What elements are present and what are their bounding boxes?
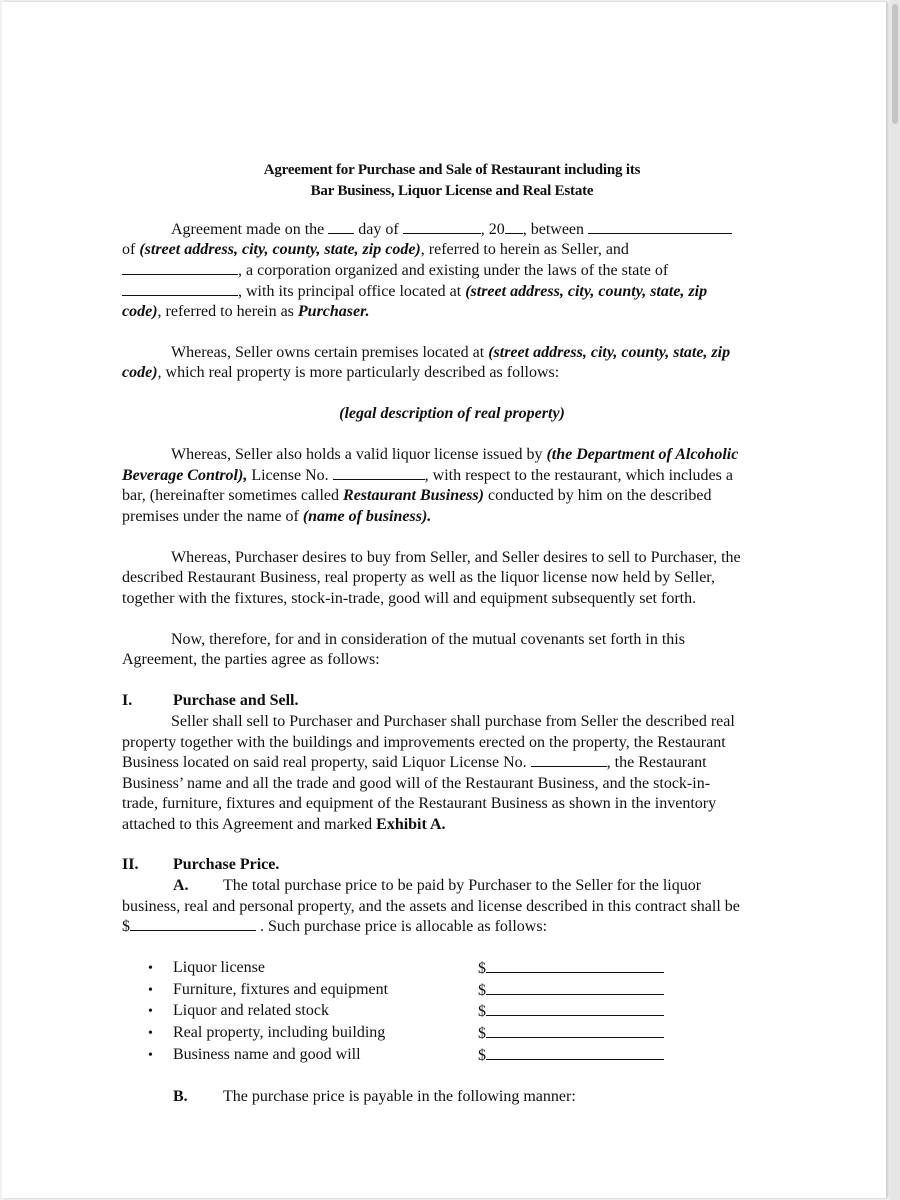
allocation-amount (478, 981, 664, 1000)
whereas-text: conducted by him on the described (487, 487, 712, 504)
section-1-line-6 (122, 815, 446, 835)
allocation-label: Real property, including building (173, 1024, 386, 1041)
intro-text: , 20 (480, 221, 505, 238)
section-2a-line-1 (173, 876, 701, 896)
allocation-label: Business name and good will (173, 1046, 361, 1063)
document-title-line-2: Bar Business, Liquor License and Real Estate (310, 183, 594, 199)
whereas-text: bar, (hereinafter sometimes called (122, 487, 340, 504)
total-price-blank (130, 917, 256, 931)
section-2-heading: Purchase Price. (173, 856, 280, 873)
purchaser-address-placeholder: (street address, city, county, state, zip (465, 283, 708, 300)
bullet-icon: • (148, 1026, 153, 1041)
whereas-text: License No. (251, 467, 329, 484)
purchaser-term: Purchaser. (297, 303, 370, 320)
business-name-placeholder: (name of business). (302, 508, 432, 525)
allocation-amount (478, 959, 664, 978)
currency-symbol: $ (478, 1003, 486, 1020)
whereas-text: , with respect to the restaurant, which includes a (424, 467, 733, 484)
section-1-line-3 (122, 753, 707, 773)
year-blank (505, 220, 523, 234)
seller-address-placeholder: (street address, city, county, state, zip code) (139, 241, 421, 258)
amount-blank (486, 1046, 664, 1060)
whereas1-line-1 (171, 343, 730, 363)
amount-blank (486, 1002, 664, 1016)
intro-text: Agreement made on the (171, 221, 325, 238)
section-1-line-1: Seller shall sell to Purchaser and Purchaser shall purchase from Seller the described real (171, 713, 735, 730)
section-2a-line-3 (122, 917, 547, 937)
currency-symbol: $ (478, 1047, 486, 1064)
intro-line-3 (122, 261, 668, 281)
intro-text: of (122, 241, 136, 258)
purchaser-address-placeholder-end: code) (122, 303, 158, 320)
section-2-number: II. (122, 856, 139, 873)
licensing-agency-placeholder: (the Department of Alcoholic (546, 446, 739, 463)
whereas-text: , which real property is more particularly described as follows: (157, 364, 560, 381)
amount-blank (486, 981, 664, 995)
whereas2-line-2 (122, 466, 733, 486)
amount-blank (486, 1024, 664, 1038)
allocation-label: Liquor and related stock (173, 1002, 329, 1019)
section-text: Business located on said real property, said Liquor License No. (122, 754, 527, 771)
whereas3-line-2: described Restaurant Business, real property as well as the liquor license now held by Seller, (122, 569, 715, 586)
section-text: The total purchase price to be paid by Purchaser to the Seller for the liquor (223, 877, 702, 894)
day-blank (328, 220, 354, 234)
subsection-a-label: A. (173, 877, 189, 894)
whereas1-line-2 (122, 363, 559, 383)
section-text: , the Restaurant (606, 754, 707, 771)
allocation-label: Liquor license (173, 959, 265, 976)
premises-address-placeholder: (street address, city, county, state, zip (488, 344, 731, 361)
restaurant-business-term: Restaurant Business) (343, 487, 484, 504)
licensing-agency-placeholder-end: Beverage Control), (122, 467, 248, 484)
intro-text: , with its principal office located at (238, 283, 462, 300)
liquor-license-number-blank (531, 753, 607, 767)
currency-symbol: $ (478, 960, 486, 977)
bullet-icon: • (148, 1004, 153, 1019)
whereas-text: Whereas, Seller owns certain premises located at (171, 344, 485, 361)
state-blank (122, 282, 238, 296)
license-number-blank (333, 466, 425, 480)
whereas3-line-3: together with the fixtures, stock-in-trade, good will and equipment subsequently set forth. (122, 590, 697, 607)
intro-line-1 (171, 220, 732, 240)
intro-text: , a corporation organized and existing under the laws of the state of (238, 262, 669, 279)
section-text: . Such purchase price is allocable as follows: (260, 918, 548, 935)
allocation-amount (478, 1002, 664, 1021)
section-text: The purchase price is payable in the following manner: (223, 1088, 576, 1105)
allocation-amount (478, 1046, 664, 1065)
section-1-line-2: property together with the buildings and improvements erected on the property, the Restaurant (122, 734, 726, 751)
scrollbar-thumb[interactable] (892, 4, 898, 124)
intro-line-5 (122, 302, 369, 322)
purchaser-name-blank (122, 261, 238, 275)
allocation-label: Furniture, fixtures and equipment (173, 981, 389, 998)
section-text: attached to this Agreement and marked (122, 816, 373, 833)
bullet-icon: • (148, 983, 153, 998)
whereas2-line-4 (122, 507, 431, 527)
whereas-text: Whereas, Seller also holds a valid liquor license issued by (171, 446, 543, 463)
amount-blank (486, 959, 664, 973)
currency-symbol: $ (478, 1025, 486, 1042)
whereas3-line-1: Whereas, Purchaser desires to buy from Seller, and Seller desires to sell to Purchaser, the (171, 549, 741, 566)
now-therefore-line-1: Now, therefore, for and in consideration of the mutual covenants set forth in this (171, 631, 685, 648)
section-1-heading: Purchase and Sell. (173, 692, 299, 709)
section-1-number: I. (122, 692, 133, 709)
section-2a-line-2: business, real and personal property, and the assets and license described in this contract shall be (122, 898, 740, 915)
intro-text: , referred to herein as Seller, and (420, 241, 629, 258)
whereas2-line-3 (122, 486, 711, 506)
currency-symbol: $ (122, 918, 130, 935)
whereas-text: premises under the name of (122, 508, 299, 525)
bullet-icon: • (148, 1048, 153, 1063)
section-1-line-5: trade, furniture, fixtures and equipment of the Restaurant Business as shown in the inventory (122, 795, 717, 812)
now-therefore-line-2: Agreement, the parties agree as follows: (122, 651, 380, 668)
seller-name-blank (588, 220, 732, 234)
bullet-icon: • (148, 961, 153, 976)
document-page (2, 2, 886, 1198)
currency-symbol: $ (478, 982, 486, 999)
intro-text: , between (522, 221, 585, 238)
document-title-line-1: Agreement for Purchase and Sale of Restaurant including its (263, 162, 641, 178)
premises-address-placeholder-end: code) (122, 364, 158, 381)
vertical-scrollbar[interactable] (890, 0, 900, 1200)
intro-text: day of (358, 221, 399, 238)
section-2b-line-1 (173, 1087, 576, 1107)
legal-description-placeholder: (legal description of real property) (339, 405, 565, 422)
exhibit-a-reference: Exhibit A. (376, 816, 446, 833)
whereas2-line-1 (171, 445, 738, 465)
subsection-b-label: B. (173, 1088, 188, 1105)
intro-line-4 (122, 282, 707, 302)
intro-text: , referred to herein as (157, 303, 294, 320)
section-1-line-4: Business’ name and all the trade and good will of the Restaurant Business, and the stock-in- (122, 775, 711, 792)
month-blank (403, 220, 481, 234)
allocation-amount (478, 1024, 664, 1043)
intro-line-2 (122, 240, 629, 260)
